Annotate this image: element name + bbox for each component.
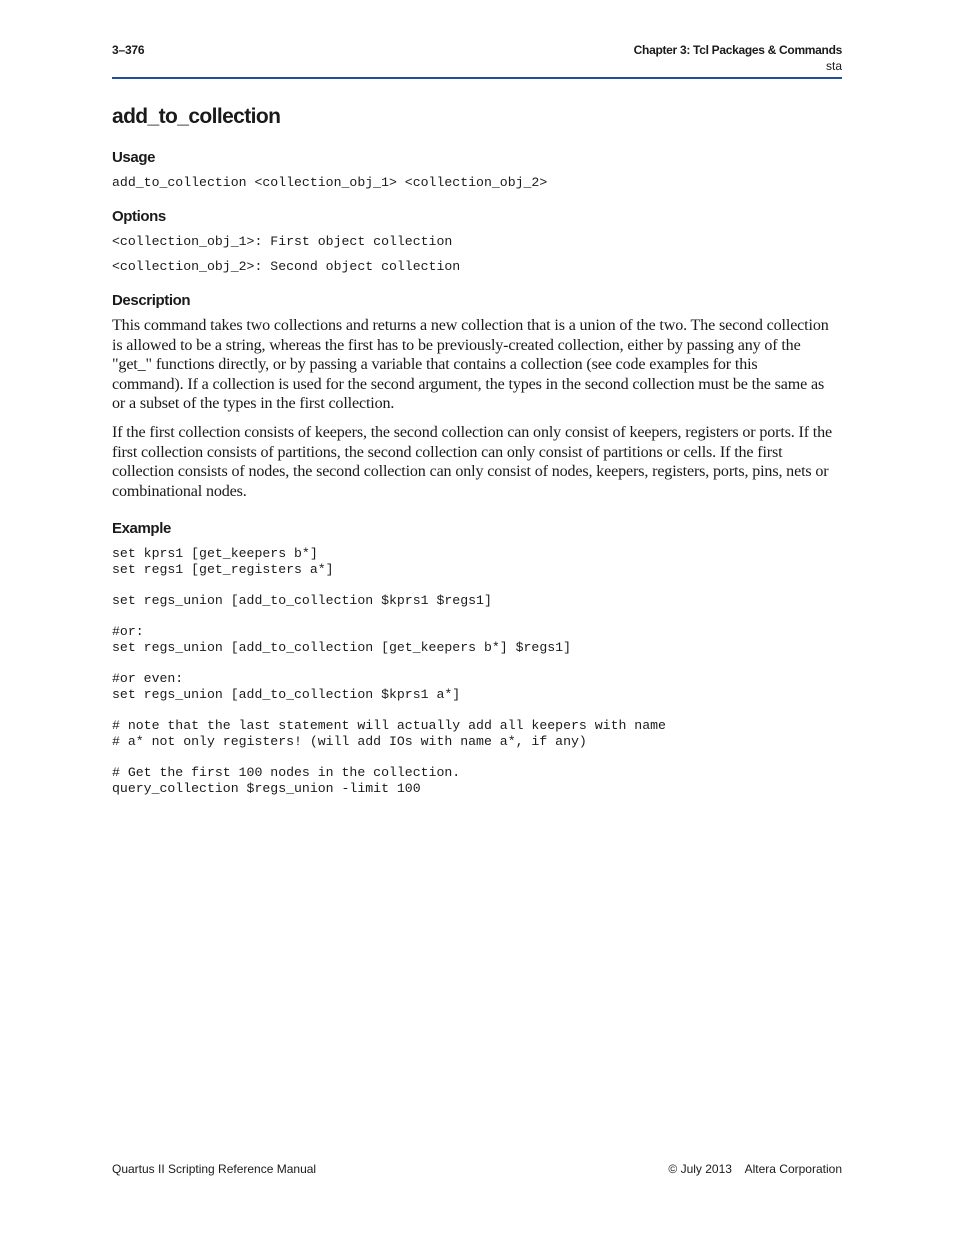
- description-heading: Description: [112, 292, 191, 309]
- example-code-block: #or: set regs_union [add_to_collection [get_keepers b*] $regs1]: [112, 624, 571, 655]
- footer-copyright: © July 2013 Altera Corporation: [668, 1162, 842, 1176]
- usage-syntax: add_to_collection <collection_obj_1> <collection_obj_2>: [112, 175, 548, 190]
- header-rule: [112, 77, 842, 79]
- description-paragraph: This command takes two collections and returns a new collection that is a union of the two. The second collection is allowed to be a string, whereas the first has to be previously-created collection, either by passing any of the "get_" functions directly, or by passing a variable that contains a collection (see code examples for this command). If a collection is used for the second argument, the types in the second collection must be the same as or a subset of the types in the first collection.: [112, 317, 829, 412]
- usage-heading: Usage: [112, 149, 156, 166]
- description-paragraph: If the first collection consists of keepers, the second collection can only consist of keepers, registers or ports. If the first collection consists of partitions, the second collection can only consist of partitions or cells. If the first collection consists of nodes, the second collection can only consist of nodes, keepers, registers, ports, pins, nets or combinational nodes.: [112, 424, 833, 500]
- footer-manual-title: Quartus II Scripting Reference Manual: [112, 1162, 317, 1176]
- option-item: <collection_obj_2>: Second object collection: [112, 259, 461, 274]
- example-code-block: set kprs1 [get_keepers b*] set regs1 [get_registers a*]: [112, 546, 334, 577]
- example-code-block: set regs_union [add_to_collection $kprs1 $regs1]: [112, 593, 492, 608]
- page-number: 3–376: [112, 43, 145, 57]
- section-tag: sta: [825, 59, 842, 73]
- chapter-title: Chapter 3: Tcl Packages & Commands: [633, 43, 842, 57]
- example-code-block: #or even: set regs_union [add_to_collection $kprs1 a*]: [112, 671, 461, 702]
- command-title: add_to_collection: [112, 105, 281, 128]
- options-heading: Options: [112, 208, 166, 225]
- example-code-block: # note that the last statement will actually add all keepers with name # a* not only registers! (will add IOs with name a*, if any): [112, 718, 666, 749]
- option-item: <collection_obj_1>: First object collection: [112, 234, 453, 249]
- example-code-block: # Get the first 100 nodes in the collection. query_collection $regs_union -limit 100: [112, 765, 461, 796]
- example-heading: Example: [112, 520, 171, 537]
